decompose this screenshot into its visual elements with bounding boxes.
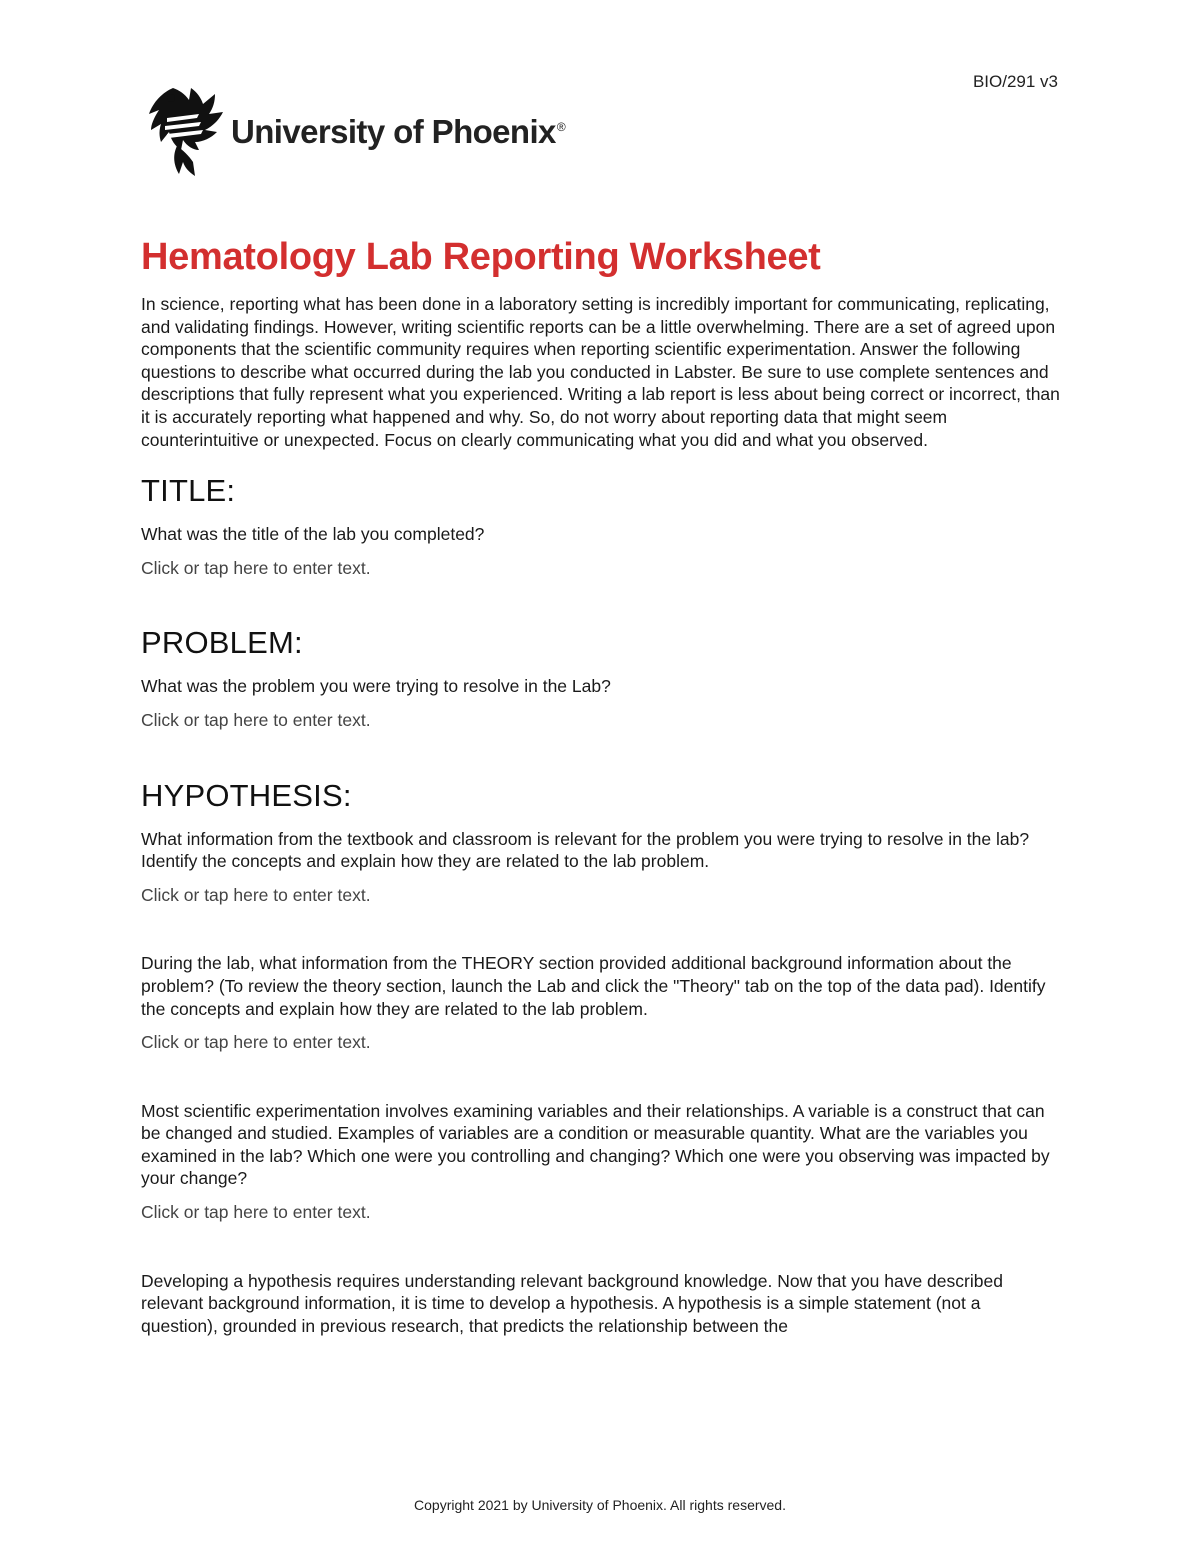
hypothesis-question-4: Developing a hypothesis requires understanding relevant background knowledge. Now that you have described relevant background information, it is time to develop a hypothesis. A hypothesis is a simple statement (not a question), grounded in previous research, that predicts the relationship between the xyxy=(141,1270,1003,1336)
phoenix-bird-icon xyxy=(143,84,225,178)
title-question: What was the title of the lab you completed? xyxy=(141,524,485,545)
problem-section xyxy=(141,625,1061,731)
title-answer-field[interactable]: Click or tap here to enter text. xyxy=(141,557,371,578)
title-heading: TITLE: xyxy=(141,473,236,509)
course-code: BIO/291 v3 xyxy=(972,72,1058,91)
registered-mark: ® xyxy=(556,120,566,134)
logo-text: University of Phoenix xyxy=(231,113,556,150)
problem-question: What was the problem you were trying to resolve in the Lab? xyxy=(141,676,611,697)
hypothesis-heading: HYPOTHESIS: xyxy=(141,777,352,813)
logo-wordmark xyxy=(231,113,565,151)
document-title: Hematology Lab Reporting Worksheet xyxy=(141,236,821,278)
title-section xyxy=(141,473,1061,579)
problem-answer-field[interactable]: Click or tap here to enter text. xyxy=(141,709,371,730)
problem-heading: PROBLEM: xyxy=(141,625,303,661)
copyright-footer: Copyright 2021 by University of Phoenix. All rights reserved. xyxy=(414,1497,786,1513)
hypothesis-question-1: What information from the textbook and classroom is relevant for the problem you were trying to resolve in the lab? Identify the concepts and explain how they are related to the lab problem. xyxy=(141,828,1030,872)
hypothesis-answer-field-1[interactable]: Click or tap here to enter text. xyxy=(141,884,371,905)
intro-paragraph: In science, reporting what has been done in a laboratory setting is incredibly important for communicating, replicating, and validating findings. However, writing scientific reports can be a little overwhelming. There are a set of agreed upon components that the scientific community requires when reporting scientific experimentation. Answer the following questions to describe what occurred during the lab you conducted in Labster. Be sure to use complete sentences and descriptions that fully represent what you experienced. Writing a lab report is less about being correct or incorrect, than it is accurately reporting what happened and why. So, do not worry about reporting data that might seem counterintuitive or unexpected. Focus on clearly communicating what you did and what you observed. xyxy=(141,294,1060,450)
hypothesis-answer-field-3[interactable]: Click or tap here to enter text. xyxy=(141,1202,371,1223)
hypothesis-question-2: During the lab, what information from the THEORY section provided additional background information about the problem? (To review the theory section, launch the Lab and click the "Theory" tab on the top of the data pad). Identify the concepts and explain how they are related to the lab problem. xyxy=(141,953,1046,1019)
university-logo xyxy=(143,84,565,178)
hypothesis-question-3: Most scientific experimentation involves examining variables and their relationships. A variable is a construct that can be changed and studied. Examples of variables are a condition or measurable quantity. What are the variables you examined in the lab? Which one were you controlling and changing? Which one were you observing was impacted by your change? xyxy=(141,1100,1050,1189)
hypothesis-section xyxy=(141,778,1061,1338)
worksheet-content xyxy=(141,236,1061,1348)
hypothesis-answer-field-2[interactable]: Click or tap here to enter text. xyxy=(141,1032,371,1053)
